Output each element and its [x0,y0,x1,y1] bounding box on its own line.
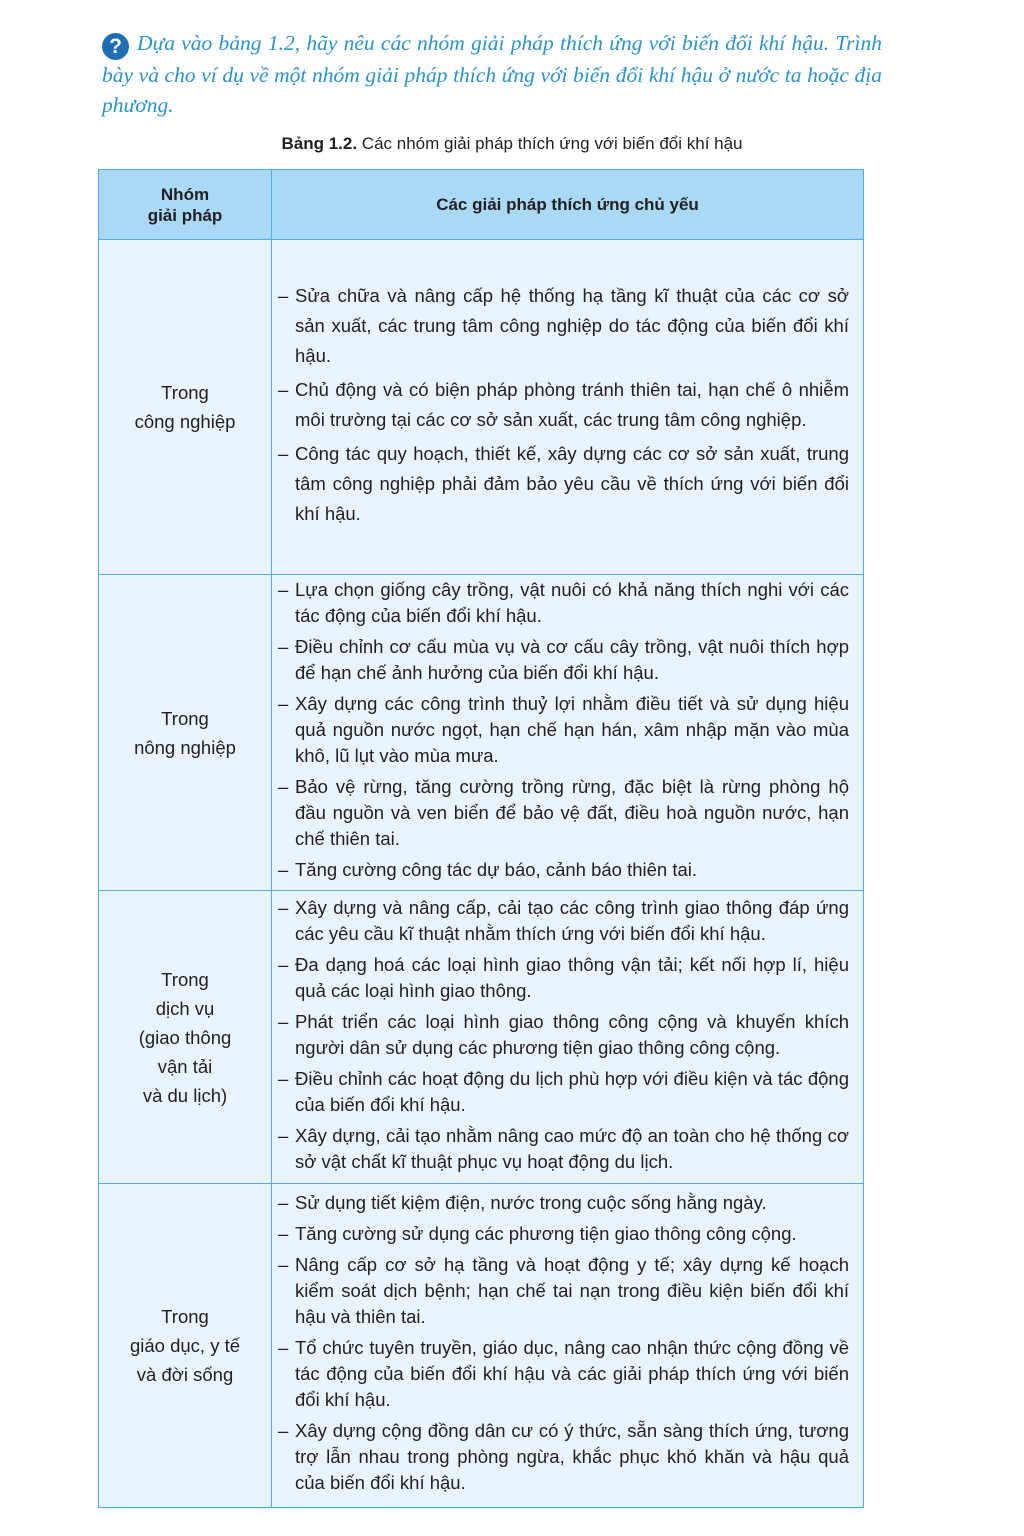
solutions-list [278,577,849,883]
solutions-list [278,281,849,529]
group-label: Trong công nghiệp [134,382,236,432]
solutions-cell [272,575,864,891]
table-row-services [99,891,864,1184]
solution-item: – Xây dựng, cải tạo nhằm nâng cao mức độ an toàn cho hệ thống cơ sở vật chất kĩ thuật phục vụ hoạt động du lịch. [278,1123,849,1175]
header-group-text: Nhóm giải pháp [147,184,223,225]
solutions-cell [272,891,864,1184]
solution-item: – Xây dựng các công trình thuỷ lợi nhằm điều tiết và sử dụng hiệu quả nguồn nước ngọt, hạn chế hạn hán, xâm nhập mặn vào mùa khô, lũ lụt vào mùa mưa. [278,691,849,769]
group-cell [99,891,272,1184]
group-label: Trong dịch vụ (giao thông vận tải và du lịch) [138,968,232,1106]
table-caption [0,132,1024,156]
header-solutions-text: Các giải pháp thích ứng chủ yếu [436,195,699,214]
question-mark-icon: ? [102,33,129,60]
solution-item: – Phát triển các loại hình giao thông công cộng và khuyến khích người dân sử dụng các phương tiện giao thông công cộng. [278,1009,849,1061]
group-label: Trong giáo dục, y tế và đời sống [129,1306,241,1385]
solution-item: – Tăng cường sử dụng các phương tiện giao thông công cộng. [278,1221,849,1247]
group-cell [99,575,272,891]
solution-item: – Xây dựng và nâng cấp, cải tạo các công trình giao thông đáp ứng các yêu cầu kĩ thuật nhằm thích ứng với biến đổi khí hậu. [278,895,849,947]
solutions-list [278,895,849,1175]
solution-item: – Đa dạng hoá các loại hình giao thông vận tải; kết nối hợp lí, hiệu quả các loại hình giao thông. [278,952,849,1004]
table-row-agriculture [99,575,864,891]
table-row-industry [99,240,864,575]
table-row-education-health-life [99,1184,864,1508]
solutions-table [98,169,864,1508]
table-header-row [99,170,864,240]
table-caption-title: Các nhóm giải pháp thích ứng với biến đổi khí hậu [361,134,743,153]
question-prompt [102,28,882,120]
solutions-list [278,1190,849,1496]
group-label: Trong nông nghiệp [134,707,236,758]
solutions-cell [272,240,864,575]
header-group [99,170,272,240]
solution-item: – Điều chỉnh các hoạt động du lịch phù hợp với điều kiện và tác động của biến đổi khí hậu. [278,1066,849,1118]
solution-item: – Chủ động và có biện pháp phòng tránh thiên tai, hạn chế ô nhiễm môi trường tại các cơ sở sản xuất, các trung tâm công nghiệp. [278,375,849,435]
solution-item: – Tăng cường công tác dự báo, cảnh báo thiên tai. [278,857,849,883]
solution-item: – Điều chỉnh cơ cấu mùa vụ và cơ cấu cây trồng, vật nuôi thích hợp để hạn chế ảnh hưởng của biến đổi khí hậu. [278,634,849,686]
solution-item: – Sử dụng tiết kiệm điện, nước trong cuộc sống hằng ngày. [278,1190,849,1216]
solution-item: – Xây dựng cộng đồng dân cư có ý thức, sẵn sàng thích ứng, tương trợ lẫn nhau trong phòng ngừa, khắc phục khó khăn và hậu quả của biến đổi khí hậu. [278,1418,849,1496]
solution-item: – Bảo vệ rừng, tăng cường trồng rừng, đặc biệt là rừng phòng hộ đầu nguồn và ven biển để bảo vệ đất, điều hoà nguồn nước, hạn chế thiên tai. [278,774,849,852]
group-cell [99,1184,272,1508]
group-cell [99,240,272,575]
solution-item: – Sửa chữa và nâng cấp hệ thống hạ tầng kĩ thuật của các cơ sở sản xuất, các trung tâm công nghiệp do tác động của biến đổi khí hậu. [278,281,849,371]
solution-item: – Nâng cấp cơ sở hạ tầng và hoạt động y tế; xây dựng kế hoạch kiểm soát dịch bệnh; hạn chế tai nạn trong điều kiện biến đổi khí hậu và thiên tai. [278,1252,849,1330]
solution-item: – Lựa chọn giống cây trồng, vật nuôi có khả năng thích nghi với các tác động của biến đổi khí hậu. [278,577,849,629]
header-solutions [272,170,864,240]
table-caption-label: Bảng 1.2. [281,134,358,153]
solution-item: – Tổ chức tuyên truyền, giáo dục, nâng cao nhận thức cộng đồng về tác động của biến đổi khí hậu và các giải pháp thích ứng với biến đổi khí hậu. [278,1335,849,1413]
question-text: Dựa vào bảng 1.2, hãy nêu các nhóm giải pháp thích ứng với biến đổi khí hậu. Trình bày và cho ví dụ về một nhóm giải pháp thích ứng với biến đổi khí hậu ở nước ta hoặc địa phương. [102,31,882,117]
solution-item: – Công tác quy hoạch, thiết kế, xây dựng các cơ sở sản xuất, trung tâm công nghiệp phải đảm bảo yêu cầu về thích ứng với biến đổi khí hậu. [278,439,849,529]
solutions-cell [272,1184,864,1508]
